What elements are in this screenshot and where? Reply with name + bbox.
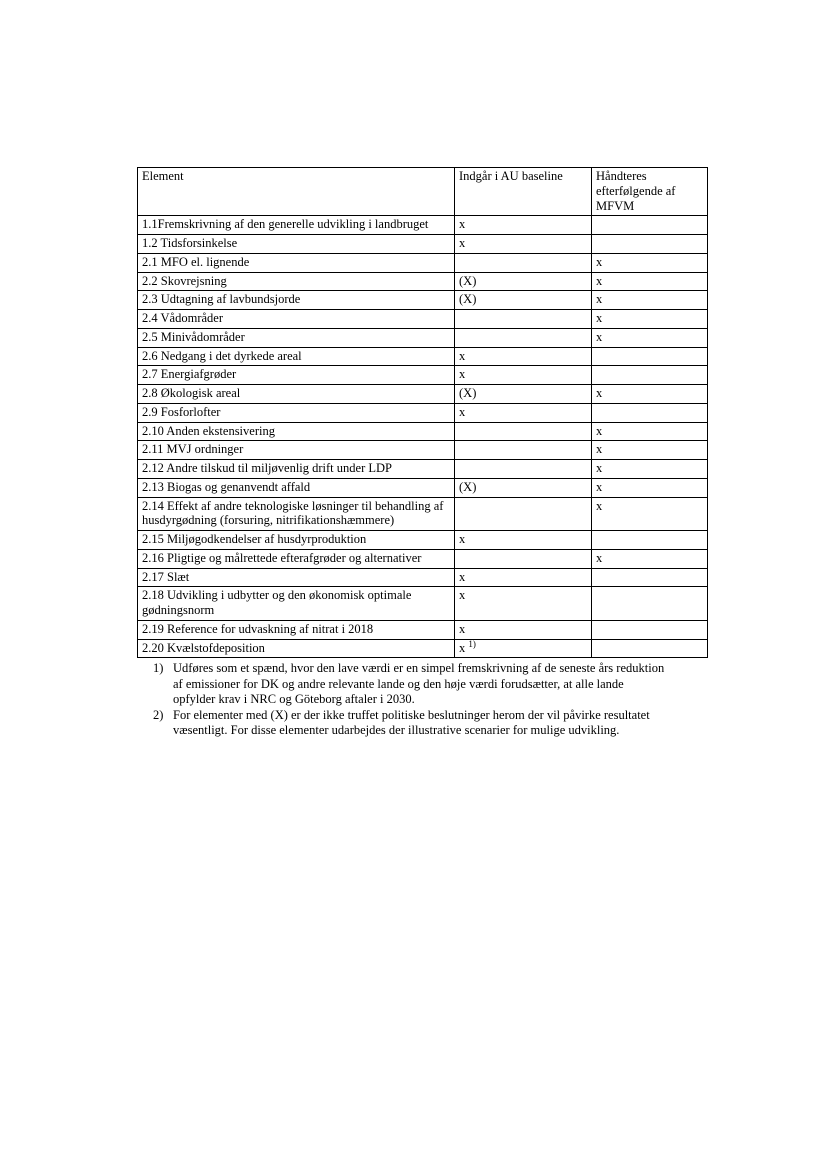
table-row [138, 587, 708, 621]
au-baseline-cell: (X) [455, 272, 592, 291]
element-cell: 2.19 Reference for udvaskning af nitrat i 2018 [138, 620, 455, 639]
table-row [138, 620, 708, 639]
mfvm-cell: x [592, 478, 708, 497]
au-baseline-cell [455, 460, 592, 479]
mfvm-cell [592, 235, 708, 254]
mfvm-cell: x [592, 422, 708, 441]
au-baseline-cell: x $^{1)}$ [455, 639, 592, 658]
table-row [138, 366, 708, 385]
table-row [138, 422, 708, 441]
footnote-item [153, 661, 669, 707]
mfvm-cell: x [592, 497, 708, 531]
footnote-text: For elementer med (X) er der ikke truffet politiske beslutninger herom der vil påvirke resultatet væsentligt. For disse elementer udarbejdes der illustrative scenarier for mulige udvikling. [173, 708, 650, 738]
element-cell: 2.1 MFO el. lignende [138, 253, 455, 272]
au-baseline-cell [455, 422, 592, 441]
footnotes [137, 661, 707, 738]
table-row [138, 403, 708, 422]
table-row [138, 385, 708, 404]
mfvm-cell [592, 620, 708, 639]
mfvm-cell: x [592, 549, 708, 568]
element-cell: 1.1Fremskrivning af den generelle udvikling i landbruget [138, 216, 455, 235]
element-cell: 2.16 Pligtige og målrettede efterafgrøder og alternativer [138, 549, 455, 568]
au-baseline-cell [455, 310, 592, 329]
mfvm-cell [592, 347, 708, 366]
footnote-reference: 1) [468, 638, 476, 649]
mfvm-cell [592, 216, 708, 235]
col-header-au-baseline: Indgår i AU baseline [455, 168, 592, 216]
mfvm-cell: x [592, 385, 708, 404]
au-baseline-cell: x [455, 403, 592, 422]
au-baseline-cell: x [455, 235, 592, 254]
element-cell: 2.13 Biogas og genanvendt affald [138, 478, 455, 497]
element-cell: 2.18 Udvikling i udbytter og den økonomisk optimale gødningsnorm [138, 587, 455, 621]
table-row [138, 347, 708, 366]
au-baseline-cell: x [455, 347, 592, 366]
elements-table [137, 167, 708, 658]
table-row [138, 235, 708, 254]
au-baseline-cell: x [455, 587, 592, 621]
element-cell: 2.17 Slæt [138, 568, 455, 587]
au-baseline-cell: x [455, 620, 592, 639]
table-row [138, 497, 708, 531]
table-row [138, 310, 708, 329]
element-cell: 2.7 Energiafgrøder [138, 366, 455, 385]
element-cell: 2.9 Fosforlofter [138, 403, 455, 422]
mfvm-cell [592, 587, 708, 621]
element-cell: 2.14 Effekt af andre teknologiske løsninger til behandling af husdyrgødning (forsuring, nitrifikationshæmmere) [138, 497, 455, 531]
table-row [138, 568, 708, 587]
au-baseline-cell: x [455, 568, 592, 587]
col-header-element: Element [138, 168, 455, 216]
au-baseline-cell [455, 549, 592, 568]
table-row [138, 272, 708, 291]
au-baseline-cell [455, 497, 592, 531]
mfvm-cell [592, 366, 708, 385]
table-header-row [138, 168, 708, 216]
au-baseline-cell: (X) [455, 478, 592, 497]
mfvm-cell: x [592, 441, 708, 460]
element-cell: 2.4 Vådområder [138, 310, 455, 329]
element-cell: 2.8 Økologisk areal [138, 385, 455, 404]
footnote-text: Udføres som et spænd, hvor den lave værdi er en simpel fremskrivning af de seneste års reduktion af emissioner for DK og andre relevante lande og den høje værdi forudsætter, at alle lande opfylder krav i NRC og Göteborg aftaler i 2030. [173, 661, 665, 706]
element-cell: 2.3 Udtagning af lavbundsjorde [138, 291, 455, 310]
element-cell: 2.2 Skovrejsning [138, 272, 455, 291]
col-header-mfvm: Håndteres efterfølgende af MFVM [592, 168, 708, 216]
table-row [138, 531, 708, 550]
au-baseline-cell: x [455, 366, 592, 385]
element-cell: 2.15 Miljøgodkendelser af husdyrproduktion [138, 531, 455, 550]
au-baseline-cell [455, 253, 592, 272]
table-row [138, 328, 708, 347]
au-baseline-cell: (X) [455, 385, 592, 404]
element-cell: 2.6 Nedgang i det dyrkede areal [138, 347, 455, 366]
mfvm-cell [592, 568, 708, 587]
element-cell: 2.10 Anden ekstensivering [138, 422, 455, 441]
table-row [138, 639, 708, 658]
mfvm-cell: x [592, 272, 708, 291]
footnote-item [153, 708, 669, 739]
au-baseline-cell: x [455, 216, 592, 235]
table-row [138, 216, 708, 235]
table-row [138, 549, 708, 568]
table-row [138, 253, 708, 272]
mfvm-cell: x [592, 460, 708, 479]
element-cell: 2.20 Kvælstofdeposition [138, 639, 455, 658]
mfvm-cell [592, 403, 708, 422]
au-baseline-cell [455, 328, 592, 347]
footnote-marker: 1) [153, 661, 164, 676]
mfvm-cell: x [592, 291, 708, 310]
mfvm-cell: x [592, 310, 708, 329]
table-row [138, 291, 708, 310]
document-content [137, 167, 707, 740]
table-row [138, 460, 708, 479]
au-baseline-cell [455, 441, 592, 460]
mfvm-cell: x [592, 253, 708, 272]
mfvm-cell [592, 639, 708, 658]
footnote-marker: 2) [153, 708, 164, 722]
au-baseline-cell: x [455, 531, 592, 550]
table-row [138, 441, 708, 460]
mfvm-cell: x [592, 328, 708, 347]
element-cell: 2.5 Minivådområder [138, 328, 455, 347]
table-row [138, 478, 708, 497]
mfvm-cell [592, 531, 708, 550]
element-cell: 2.12 Andre tilskud til miljøvenlig drift under LDP [138, 460, 455, 479]
element-cell: 1.2 Tidsforsinkelse [138, 235, 455, 254]
au-baseline-cell: (X) [455, 291, 592, 310]
element-cell: 2.11 MVJ ordninger [138, 441, 455, 460]
